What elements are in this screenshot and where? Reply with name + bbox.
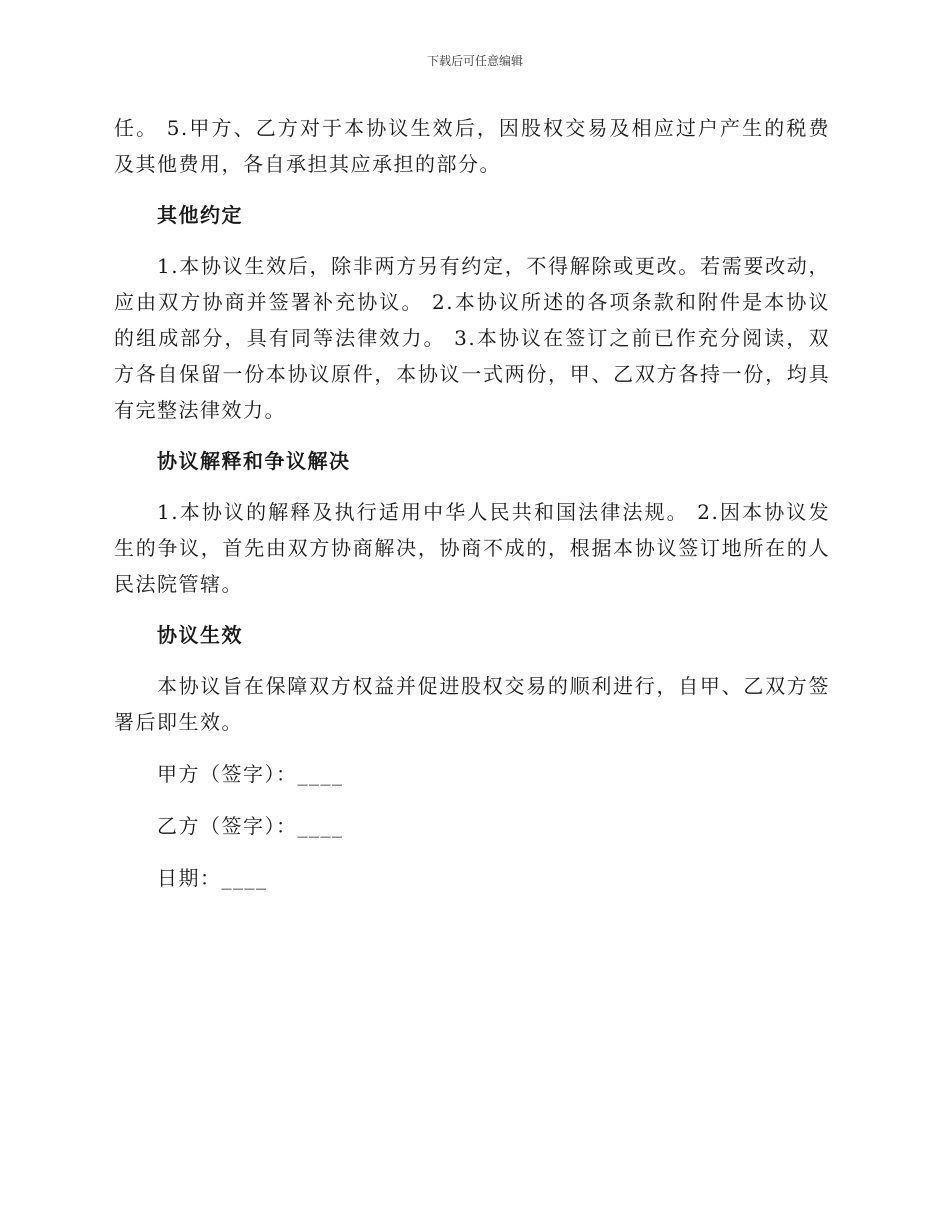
section-effect-text: 本协议旨在保障双方权益并促进股权交易的顺利进行，自甲、乙双方签署后即生效。 — [114, 674, 830, 734]
section-other-title: 其他约定 — [157, 203, 243, 227]
section-effect-title: 协议生效 — [157, 623, 243, 647]
party-a-signature: 甲方（签字）：____ — [157, 762, 344, 786]
page-header: 下载后可任意编辑 — [426, 54, 523, 68]
section-dispute-title: 协议解释和争议解决 — [157, 449, 351, 473]
intro-paragraph: 任。 5.甲方、乙方对于本协议生效后，因股权交易及相应过户产生的税费及其他费用，各自承担其应承担的部分。 — [114, 116, 830, 176]
section-other-text: 1.本协议生效后，除非两方另有约定，不得解除或更改。若需要改动，应由双方协商并签署补充协议。 2.本协议所述的各项条款和附件是本协议的组成部分，具有同等法律效力。 3.本协议在签订之前已作充分阅读，双方各自保留一份本协议原件，本协议一式两份，甲、乙双方各持一份，均具有完整法律效力。 — [114, 254, 830, 422]
section-dispute-text: 1.本协议的解释及执行适用中华人民共和国法律法规。 2.因本协议发生的争议，首先由双方协商解决，协商不成的，根据本协议签订地所在的人民法院管辖。 — [114, 500, 830, 596]
party-b-signature: 乙方（签字）：____ — [157, 814, 344, 838]
date-line: 日期：____ — [157, 866, 268, 890]
document-body — [114, 110, 830, 896]
